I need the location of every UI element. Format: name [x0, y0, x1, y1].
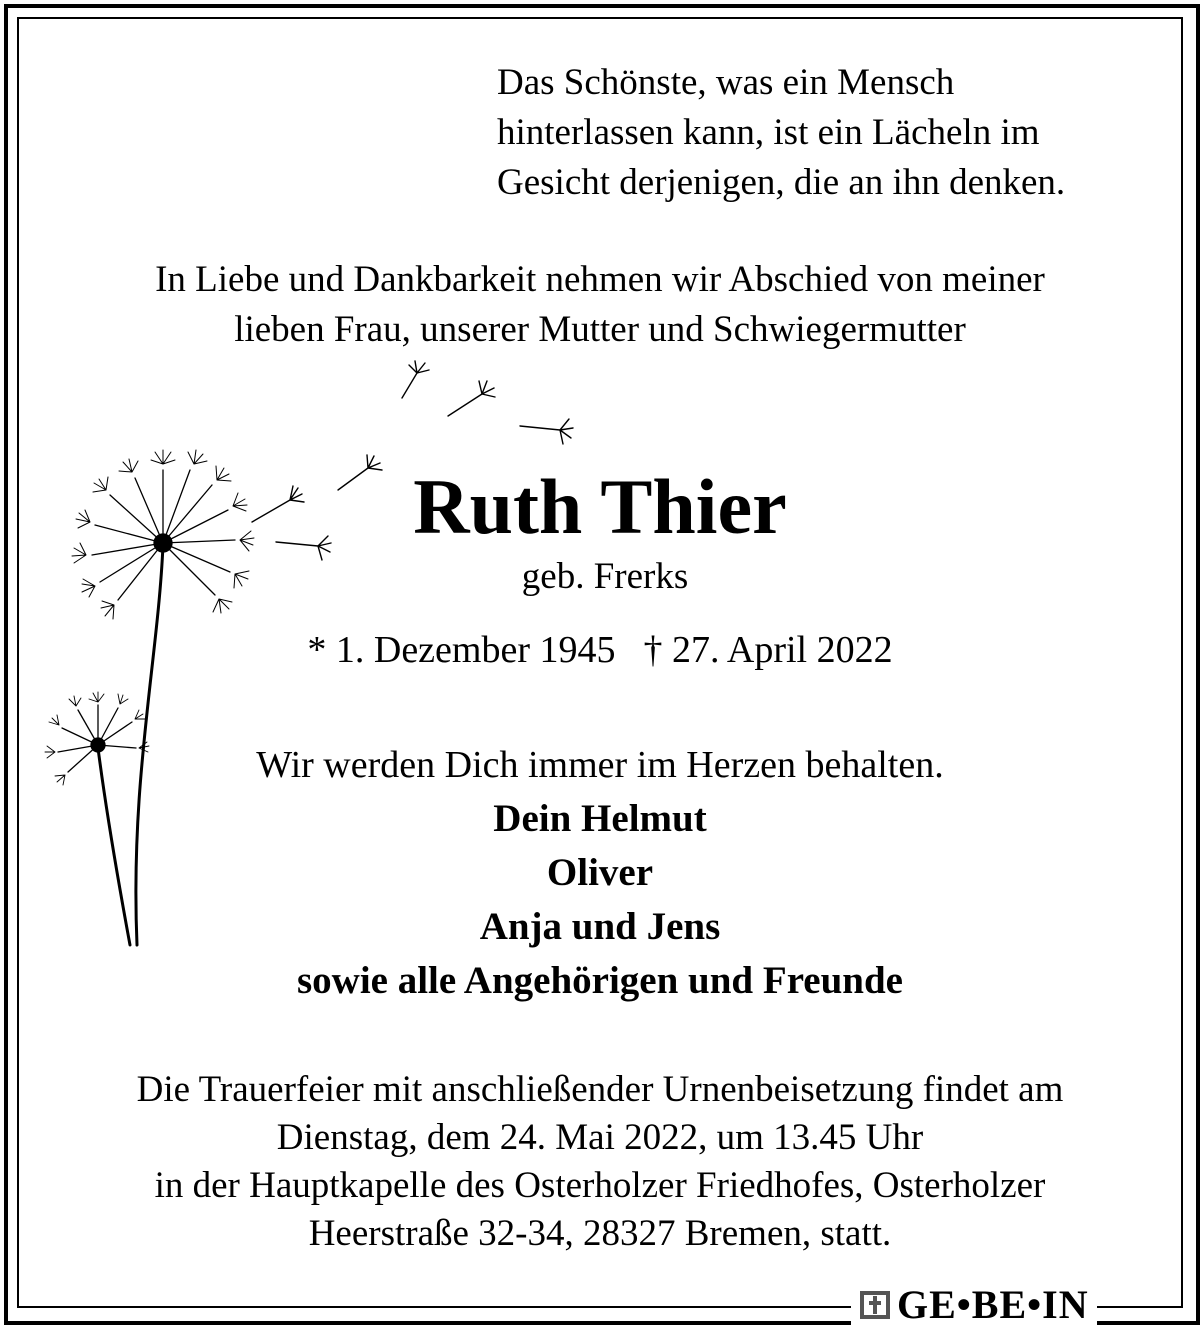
intro-text — [0, 255, 1200, 355]
publisher-logo — [851, 1282, 1097, 1327]
ge-be-in-logo-icon — [859, 1289, 891, 1321]
mourner: sowie alle Angehörigen und Freunde — [296, 959, 903, 1002]
service-line: Heerstraße 32-34, 28327 Bremen, statt. — [308, 1213, 892, 1254]
logo-text: GE•BE•IN — [897, 1282, 1089, 1327]
farewell-line: Wir werden Dich immer im Herzen behalten. — [256, 744, 944, 786]
service-line: Dienstag, dem 24. Mai 2022, um 13.45 Uhr — [276, 1117, 924, 1158]
deceased-name: Ruth Thier — [413, 463, 787, 550]
quote-line: Gesicht derjenigen, die an ihn denken. — [497, 162, 1066, 203]
mourner: Oliver — [546, 851, 654, 894]
death-date: † 27. April 2022 — [643, 629, 893, 671]
quote-line: hinterlassen kann, ist ein Lächeln im — [497, 112, 1040, 153]
service-line: Die Trauerfeier mit anschließender Urnenbeisetzung findet am — [136, 1069, 1064, 1110]
quote-line: Das Schönste, was ein Mensch — [497, 62, 955, 103]
intro-line: lieben Frau, unserer Mutter und Schwiegermutter — [234, 309, 966, 350]
intro-line: In Liebe und Dankbarkeit nehmen wir Abschied von meiner — [155, 259, 1045, 300]
epigraph-quote — [497, 58, 1065, 208]
mourner: Anja und Jens — [479, 905, 721, 948]
birth-date: * 1. Dezember 1945 — [307, 629, 616, 671]
service-line: in der Hauptkapelle des Osterholzer Friedhofes, Osterholzer — [154, 1165, 1046, 1206]
life-dates — [0, 624, 1200, 676]
maiden-name: geb. Frerks — [521, 556, 689, 597]
funeral-service-info — [0, 1066, 1200, 1258]
mourner: Dein Helmut — [493, 797, 707, 840]
mourners-list — [0, 792, 1200, 1008]
